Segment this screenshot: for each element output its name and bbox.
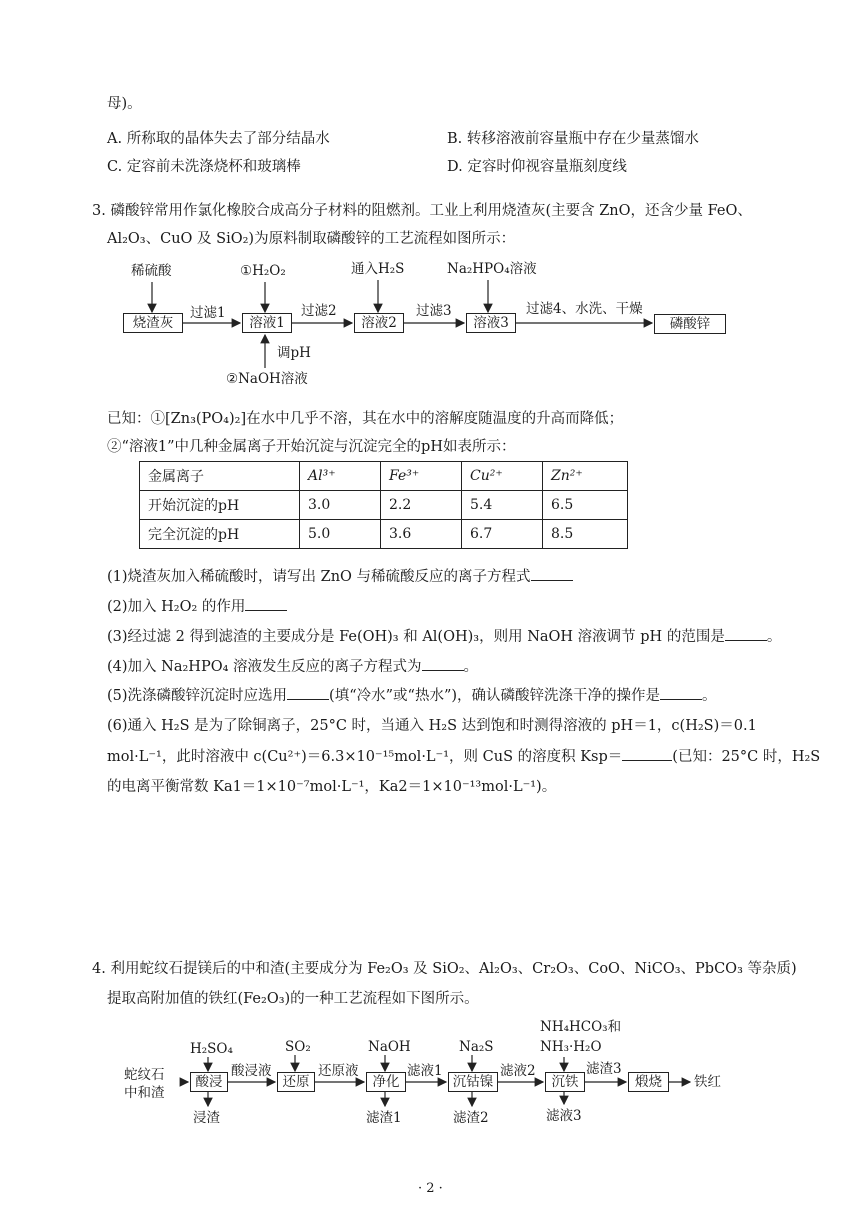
q3-stem-line1: 3. 磷酸锌常用作氯化橡胶合成高分子材料的阻燃剂。工业上利用烧渣灰(主要含 ZnO，还含少量 FeO、 bbox=[92, 203, 752, 219]
q3-sub2-text: (2)加入 H₂O₂ 的作用 bbox=[107, 599, 246, 615]
q3-ph-label: 调pH bbox=[277, 345, 311, 361]
q3-stem-line2: Al₂O₃、CuO 及 SiO₂)为原料制取磷酸锌的工艺流程如图所示： bbox=[107, 231, 516, 247]
q4-reagent-nh4hco3: NH₄HCO₃和 bbox=[540, 1019, 622, 1035]
q3-sub3-text: (3)经过滤 2 得到滤渣的主要成分是 Fe(OH)₃ 和 Al(OH)₃，则用 NaOH 溶液调节 pH 的范围是 bbox=[107, 629, 725, 645]
q2-option-d: D. 定容时仰视容量瓶刻度线 bbox=[447, 159, 627, 175]
q3-reagent-dilute-sulfuric: 稀硫酸 bbox=[131, 263, 172, 279]
q3-box-zinc-phosphate: 磷酸锌 bbox=[654, 314, 726, 334]
q4-reagent-na2s: Na₂S bbox=[459, 1039, 494, 1055]
q3-sub1-text: (1)烧渣灰加入稀硫酸时，请写出 ZnO 与稀硫酸反应的离子方程式 bbox=[107, 569, 531, 585]
q3-sub5-end: 。 bbox=[702, 688, 717, 704]
q4-out-filtrate3: 滤液3 bbox=[546, 1108, 582, 1124]
page-number: · 2 · bbox=[418, 1181, 443, 1196]
table-header-cell: Al³⁺ bbox=[300, 462, 381, 491]
table-cell: 开始沉淀的pH bbox=[140, 491, 300, 520]
table-cell: 5.4 bbox=[462, 491, 543, 520]
table-cell: 6.5 bbox=[543, 491, 628, 520]
q4-out-leach-residue: 浸渣 bbox=[193, 1110, 220, 1126]
table-cell: 6.7 bbox=[462, 520, 543, 549]
q4-step-filtrate1: 滤液1 bbox=[407, 1063, 443, 1079]
q2-tail-line: 母)。 bbox=[107, 96, 142, 112]
q3-known2: ②“溶液1”中几种金属离子开始沉淀与沉淀完全的pH如表所示： bbox=[107, 439, 516, 455]
q4-start-line1: 蛇纹石 bbox=[124, 1067, 165, 1083]
table-cell: 5.0 bbox=[300, 520, 381, 549]
q4-reagent-h2so4: H₂SO₄ bbox=[190, 1041, 233, 1057]
q3-step-filter3: 过滤3 bbox=[416, 303, 452, 319]
q3-sub5-text-a: (5)洗涤磷酸锌沉淀时应选用 bbox=[107, 688, 288, 704]
table-header-cell: Cu²⁺ bbox=[462, 462, 543, 491]
q4-box-reduction: 还原 bbox=[277, 1072, 315, 1092]
table-header-cell: 金属离子 bbox=[140, 462, 300, 491]
q4-stem-line1: 4. 利用蛇纹石提镁后的中和渣(主要成分为 Fe₂O₃ 及 SiO₂、Al₂O₃、Cr₂O₃、CoO、NiCO₃、PbCO₃ 等杂质) bbox=[92, 961, 797, 977]
table-header-cell: Zn²⁺ bbox=[543, 462, 628, 491]
table-cell: 完全沉淀的pH bbox=[140, 520, 300, 549]
q3-step-filter2: 过滤2 bbox=[301, 303, 337, 319]
q4-out-residue1: 滤渣1 bbox=[366, 1110, 402, 1126]
q4-step-reduced-liquor: 还原液 bbox=[318, 1063, 359, 1079]
table-cell: 2.2 bbox=[381, 491, 462, 520]
q4-stem-line2: 提取高附加值的铁红(Fe₂O₃)的一种工艺流程如下图所示。 bbox=[107, 991, 479, 1007]
q3-sub4-text: (4)加入 Na₂HPO₄ 溶液发生反应的离子方程式为 bbox=[107, 659, 422, 675]
q3-sub6-text-b: (已知：25°C 时，H₂S bbox=[672, 749, 821, 765]
q4-step-residue3: 滤渣3 bbox=[586, 1061, 622, 1077]
q3-reagent-h2s: 通入H₂S bbox=[351, 261, 405, 277]
q4-reagent-nh3h2o: NH₃·H₂O bbox=[540, 1039, 602, 1055]
q3-reagent-na2hpo4: Na₂HPO₄溶液 bbox=[447, 261, 537, 277]
q4-step-acid-liquor: 酸浸液 bbox=[231, 1063, 272, 1079]
q4-reagent-so2: SO₂ bbox=[285, 1039, 311, 1055]
table-header-cell: Fe³⁺ bbox=[381, 462, 462, 491]
q3-box-solution3: 溶液3 bbox=[466, 313, 516, 333]
q3-sub6-line1: (6)通入 H₂S 是为了除铜离子，25°C 时，当通入 H₂S 达到饱和时测得溶液的 pH＝1，c(H₂S)＝0.1 bbox=[107, 718, 757, 734]
q4-product: 铁红 bbox=[694, 1074, 721, 1090]
q3-known1: 已知：①[Zn₃(PO₄)₂]在水中几乎不溶，其在水中的溶解度随温度的升高而降低； bbox=[107, 411, 624, 427]
q3-sub3-end: 。 bbox=[766, 629, 782, 645]
q4-box-precip-co-ni: 沉钴镍 bbox=[448, 1072, 498, 1092]
q3-box-ash: 烧渣灰 bbox=[123, 313, 183, 333]
q4-box-purify: 净化 bbox=[366, 1072, 406, 1092]
q4-out-residue2: 滤渣2 bbox=[453, 1110, 489, 1126]
q2-option-c: C. 定容前未洗涤烧杯和玻璃棒 bbox=[107, 159, 301, 175]
q4-box-precip-fe: 沉铁 bbox=[545, 1072, 585, 1092]
q3-sub6-line3: 的电离平衡常数 Ka1＝1×10⁻⁷mol·L⁻¹，Ka2＝1×10⁻¹³mol·L⁻¹)。 bbox=[107, 779, 557, 795]
q2-option-b: B. 转移溶液前容量瓶中存在少量蒸馏水 bbox=[447, 131, 699, 147]
q4-reagent-naoh: NaOH bbox=[368, 1039, 411, 1055]
q2-option-a: A. 所称取的晶体失去了部分结晶水 bbox=[107, 131, 330, 147]
q3-step-filter4: 过滤4、水洗、干燥 bbox=[526, 301, 643, 317]
q4-start-line2: 中和渣 bbox=[124, 1085, 165, 1101]
q3-reagent-h2o2: ①H₂O₂ bbox=[240, 263, 286, 279]
q4-box-calcine: 煅烧 bbox=[628, 1072, 669, 1092]
q3-box-solution1: 溶液1 bbox=[242, 313, 292, 333]
q3-reagent-naoh: ②NaOH溶液 bbox=[226, 371, 308, 387]
q3-sub5-text-b: (填“冷水”或“热水”)，确认磷酸锌洗涤干净的操作是 bbox=[329, 688, 661, 704]
table-cell: 3.0 bbox=[300, 491, 381, 520]
q3-sub6-text-a: mol·L⁻¹，此时溶液中 c(Cu²⁺)＝6.3×10⁻¹⁵mol·L⁻¹，则 CuS 的溶度积 Ksp＝ bbox=[107, 749, 623, 765]
q4-box-acid-leach: 酸浸 bbox=[190, 1072, 228, 1092]
q4-step-filtrate2: 滤液2 bbox=[500, 1063, 536, 1079]
q3-box-solution2: 溶液2 bbox=[354, 313, 404, 333]
q3-sub4-end: 。 bbox=[463, 659, 479, 675]
table-cell: 3.6 bbox=[381, 520, 462, 549]
table-cell: 8.5 bbox=[543, 520, 628, 549]
q3-step-filter1: 过滤1 bbox=[190, 305, 226, 321]
